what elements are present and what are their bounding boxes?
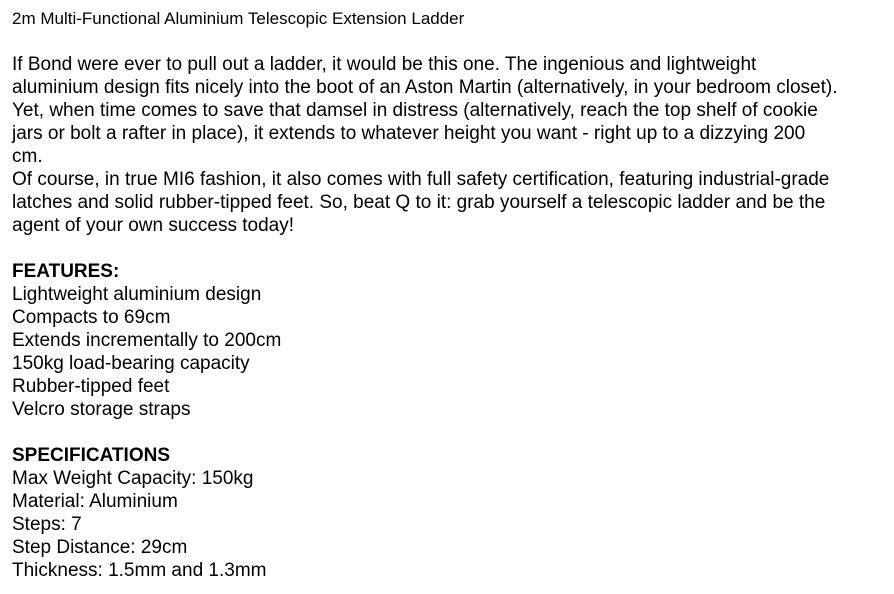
specification-item: Material: Aluminium	[12, 491, 178, 512]
product-title: 2m Multi-Functional Aluminium Telescopic Extension Ladder	[12, 9, 465, 28]
specification-item: Step Distance: 29cm	[12, 537, 188, 558]
feature-item: Compacts to 69cm	[12, 307, 171, 328]
specifications-heading: SPECIFICATIONS	[12, 445, 170, 466]
features-list	[12, 283, 890, 421]
description-line: agent of your own success today!	[12, 215, 294, 236]
spacer	[12, 421, 890, 444]
features-heading: FEATURES:	[12, 261, 120, 282]
feature-item: Lightweight aluminium design	[12, 284, 262, 305]
description-paragraph-2	[12, 168, 890, 237]
specification-item: Thickness: 1.5mm and 1.3mm	[12, 560, 267, 581]
description-line: Of course, in true MI6 fashion, it also comes with full safety certification, featuring industrial-grade	[12, 169, 830, 190]
description-line: cm.	[12, 146, 43, 167]
feature-item: Velcro storage straps	[12, 399, 191, 420]
description-line: Yet, when time comes to save that damsel in distress (alternatively, reach the top shelf of cookie	[12, 100, 818, 121]
feature-item: 150kg load-bearing capacity	[12, 353, 250, 374]
product-document	[12, 7, 890, 582]
specifications-list	[12, 467, 890, 582]
specification-item: Steps: 7	[12, 514, 82, 535]
description-paragraph-1	[12, 53, 890, 168]
description-line: aluminium design fits nicely into the boot of an Aston Martin (alternatively, in your bedroom closet).	[12, 77, 838, 98]
description-line: jars or bolt a rafter in place), it extends to whatever height you want - right up to a dizzying 200	[12, 123, 806, 144]
specification-item: Max Weight Capacity: 150kg	[12, 468, 254, 489]
description-line: If Bond were ever to pull out a ladder, it would be this one. The ingenious and lightweight	[12, 54, 757, 75]
spacer	[12, 237, 890, 260]
spacer	[12, 30, 890, 53]
feature-item: Extends incrementally to 200cm	[12, 330, 282, 351]
description-line: latches and solid rubber-tipped feet. So, beat Q to it: grab yourself a telescopic ladder and be the	[12, 192, 826, 213]
feature-item: Rubber-tipped feet	[12, 376, 170, 397]
